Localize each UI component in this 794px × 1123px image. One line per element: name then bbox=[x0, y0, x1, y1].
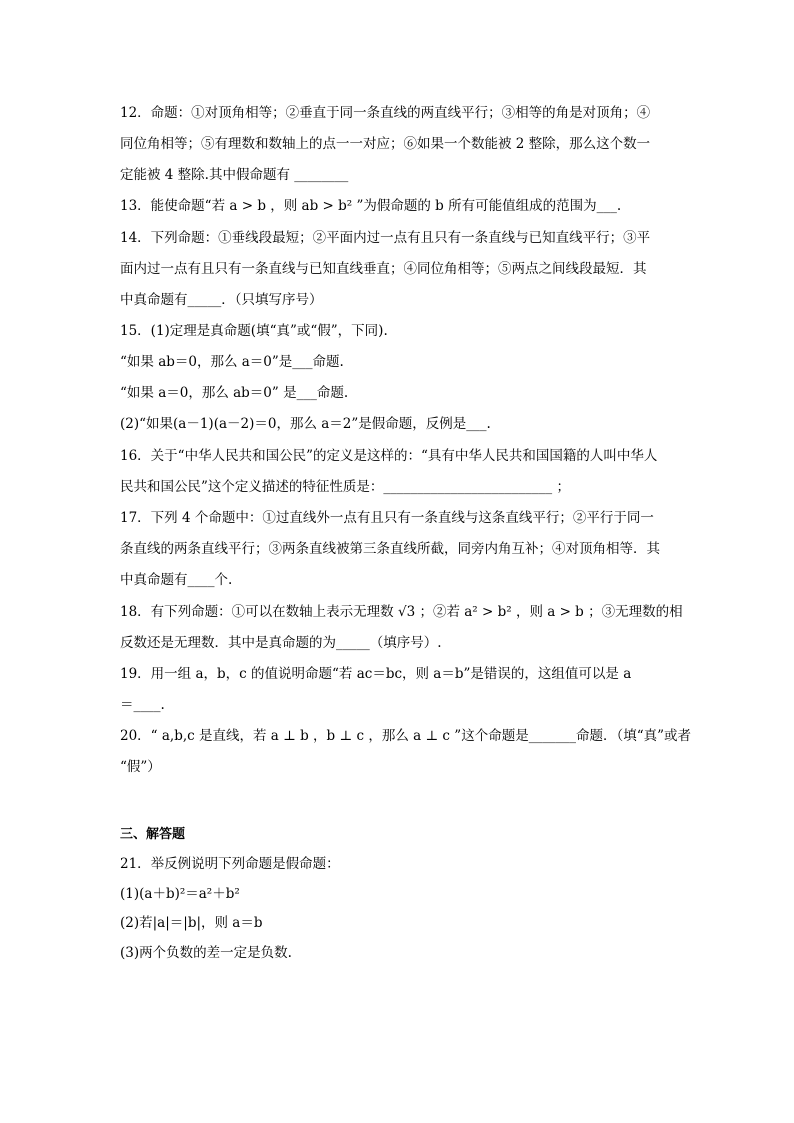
question-15-line-3: “如果 a＝0，那么 ab＝0” 是___命题. bbox=[120, 385, 349, 401]
question-14-line-1: 14．下列命题：①垂线段最短；②平面内过一点有且只有一条直线与已知直线平行；③平 bbox=[120, 230, 651, 246]
question-15-line-4: (2)“如果(a－1)(a－2)＝0，那么 a＝2”是假命题，反例是___. bbox=[120, 416, 491, 432]
question-12-line-2: 同位角相等；⑤有理数和数轴上的点一一对应；⑥如果一个数能被 2 整除，那么这个数一 bbox=[120, 136, 651, 152]
question-21-line-1: 21．举反例说明下列命题是假命题： bbox=[120, 856, 340, 872]
question-21-line-4: (3)两个负数的差一定是负数. bbox=[120, 945, 292, 961]
question-19-line-2: ＝____. bbox=[120, 697, 165, 713]
question-13-line-1: 13．能使命题“若 a > b ，则 ab > b² ”为假命题的 b 所有可能值组成的范围为___. bbox=[120, 198, 622, 214]
question-16-line-1: 16．关于“中华人民共和国公民”的定义是这样的：“具有中华人民共和国国籍的人叫中华人 bbox=[120, 448, 658, 464]
question-17-line-3: 中真命题有____个. bbox=[120, 572, 233, 588]
question-12-line-3: 定能被 4 整除.其中假命题有 ________ bbox=[120, 167, 349, 183]
question-20-line-1: 20．“ a,b,c 是直线，若 a ⊥ b ，b ⊥ c ，那么 a ⊥ c ”这个命题是_______命题．（填“真”或者 bbox=[120, 728, 691, 744]
question-14-line-2: 面内过一点有且只有一条直线与已知直线垂直；④同位角相等；⑤两点之间线段最短．其 bbox=[120, 261, 647, 277]
question-17-line-1: 17．下列 4 个命题中：①过直线外一点有且只有一条直线与这条直线平行；②平行于同一 bbox=[120, 510, 654, 526]
question-15-line-1: 15．(1)定理是真命题(填“真”或“假”，下同). bbox=[120, 323, 388, 339]
question-18-line-1: 18．有下列命题：①可以在数轴上表示无理数 √3 ；②若 a² > b² ，则 a > b ；③无理数的相 bbox=[120, 604, 683, 620]
question-20-line-2: “假”） bbox=[120, 759, 161, 775]
question-21-line-2: (1)(a＋b)²＝a²＋b² bbox=[120, 886, 240, 902]
question-14-line-3: 中真命题有_____．（只填写序号） bbox=[120, 292, 323, 308]
question-16-line-2: 民共和国公民”这个定义描述的特征性质是：_________________________ ； bbox=[120, 479, 570, 495]
question-15-line-2: “如果 ab＝0，那么 a＝0”是___命题. bbox=[120, 354, 344, 370]
question-21-line-3: (2)若|a|＝|b|，则 a＝b bbox=[120, 915, 263, 931]
question-18-line-2: 反数还是无理数．其中是真命题的为_____（填序号）. bbox=[120, 635, 442, 651]
question-17-line-2: 条直线的两条直线平行；③两条直线被第三条直线所截，同旁内角互补；④对顶角相等．其 bbox=[120, 541, 660, 557]
question-19-line-1: 19．用一组 a，b，c 的值说明命题“若 ac＝bc，则 a＝b”是错误的，这组值可以是 a bbox=[120, 666, 632, 682]
question-12-line-1: 12．命题：①对顶角相等；②垂直于同一条直线的两直线平行；③相等的角是对顶角；④ bbox=[120, 105, 651, 121]
section-title: 三、解答题 bbox=[120, 827, 186, 842]
